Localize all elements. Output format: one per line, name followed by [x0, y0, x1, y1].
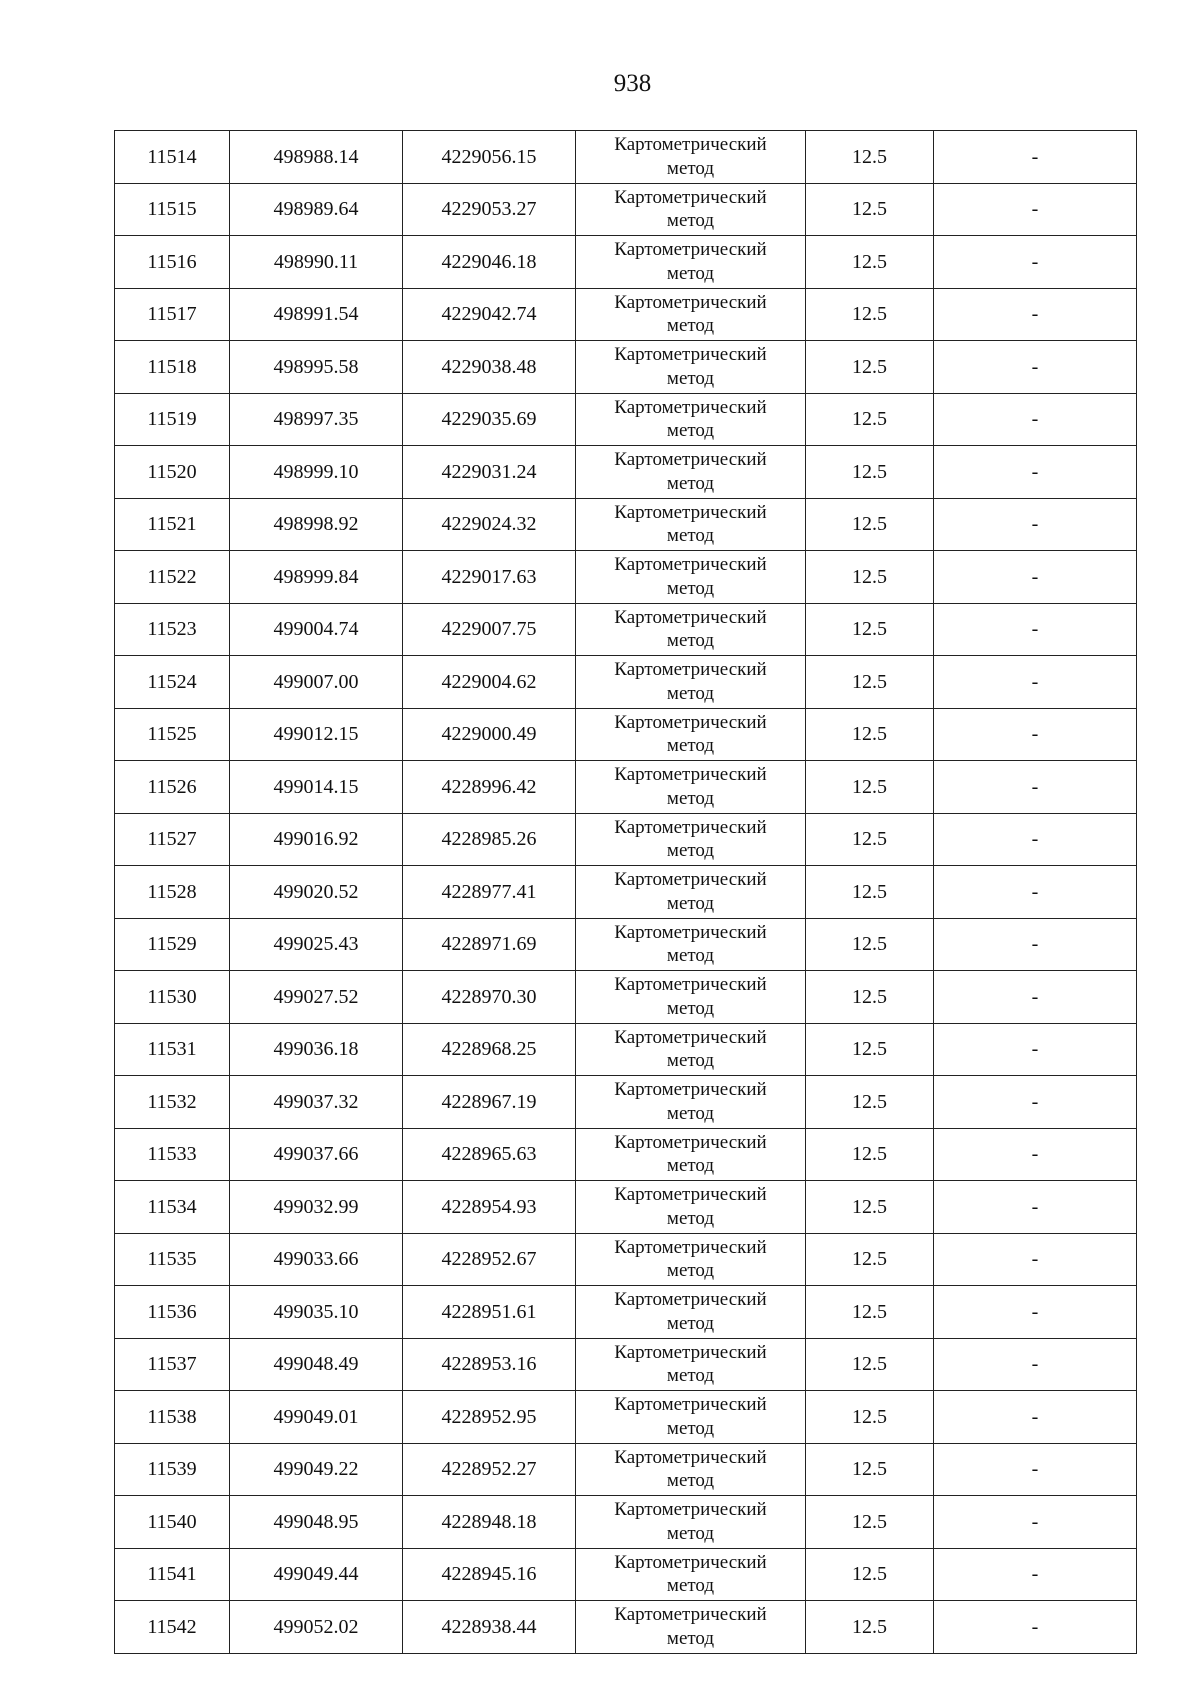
point-number-cell: 11530: [115, 971, 230, 1024]
accuracy-cell: 12.5: [806, 656, 934, 709]
method-cell: [576, 288, 806, 341]
accuracy-cell: 12.5: [806, 551, 934, 604]
y-coordinate-cell: 4229004.62: [403, 656, 576, 709]
method-line-1: Картометрический: [614, 554, 767, 575]
note-cell: -: [934, 236, 1137, 289]
accuracy-cell: 12.5: [806, 341, 934, 394]
note-cell: -: [934, 183, 1137, 236]
x-coordinate-cell: 499035.10: [230, 1286, 403, 1339]
method-line-1: Картометрический: [614, 1604, 767, 1625]
point-number-cell: 11537: [115, 1338, 230, 1391]
accuracy-cell: 12.5: [806, 1338, 934, 1391]
method-line-1: Картометрический: [614, 1184, 767, 1205]
table-row: [115, 603, 1137, 656]
point-number-cell: 11531: [115, 1023, 230, 1076]
method-cell: [576, 918, 806, 971]
y-coordinate-cell: 4228970.30: [403, 971, 576, 1024]
table-row: [115, 1181, 1137, 1234]
accuracy-cell: 12.5: [806, 1496, 934, 1549]
table-row: [115, 288, 1137, 341]
note-cell: -: [934, 971, 1137, 1024]
note-cell: -: [934, 708, 1137, 761]
method-line-2: метод: [666, 367, 715, 389]
x-coordinate-cell: 499025.43: [230, 918, 403, 971]
y-coordinate-cell: 4228938.44: [403, 1601, 576, 1654]
table-row: [115, 1076, 1137, 1129]
x-coordinate-cell: 498998.92: [230, 498, 403, 551]
accuracy-cell: 12.5: [806, 288, 934, 341]
y-coordinate-cell: 4229031.24: [403, 446, 576, 499]
method-cell: [576, 446, 806, 499]
method-cell: [576, 1338, 806, 1391]
y-coordinate-cell: 4229000.49: [403, 708, 576, 761]
accuracy-cell: 12.5: [806, 1023, 934, 1076]
note-cell: -: [934, 1548, 1137, 1601]
method-line-2: метод: [666, 1312, 715, 1334]
accuracy-cell: 12.5: [806, 708, 934, 761]
method-line-1: Картометрический: [614, 501, 767, 523]
table-row: [115, 498, 1137, 551]
table-row: [115, 1601, 1137, 1654]
note-cell: -: [934, 1286, 1137, 1339]
method-line-1: Картометрический: [614, 239, 767, 260]
x-coordinate-cell: 498997.35: [230, 393, 403, 446]
accuracy-cell: 12.5: [806, 1601, 934, 1654]
accuracy-cell: 12.5: [806, 866, 934, 919]
point-number-cell: 11528: [115, 866, 230, 919]
method-cell: [576, 236, 806, 289]
accuracy-cell: 12.5: [806, 761, 934, 814]
point-number-cell: 11525: [115, 708, 230, 761]
note-cell: -: [934, 341, 1137, 394]
method-line-2: метод: [666, 735, 715, 757]
x-coordinate-cell: 499032.99: [230, 1181, 403, 1234]
method-cell: [576, 393, 806, 446]
y-coordinate-cell: 4229007.75: [403, 603, 576, 656]
point-number-cell: 11517: [115, 288, 230, 341]
method-line-1: Картометрический: [614, 921, 767, 943]
y-coordinate-cell: 4228952.67: [403, 1233, 576, 1286]
y-coordinate-cell: 4228953.16: [403, 1338, 576, 1391]
method-line-2: метод: [666, 1155, 715, 1177]
method-line-2: метод: [666, 157, 715, 179]
method-line-2: метод: [666, 1102, 715, 1124]
y-coordinate-cell: 4229017.63: [403, 551, 576, 604]
x-coordinate-cell: 499037.32: [230, 1076, 403, 1129]
accuracy-cell: 12.5: [806, 183, 934, 236]
method-line-1: Картометрический: [614, 659, 767, 680]
x-coordinate-cell: 499007.00: [230, 656, 403, 709]
table-row: [115, 1023, 1137, 1076]
method-cell: [576, 603, 806, 656]
table-row: [115, 1128, 1137, 1181]
accuracy-cell: 12.5: [806, 1548, 934, 1601]
table-row: [115, 183, 1137, 236]
accuracy-cell: 12.5: [806, 446, 934, 499]
note-cell: -: [934, 1601, 1137, 1654]
y-coordinate-cell: 4228977.41: [403, 866, 576, 919]
y-coordinate-cell: 4229053.27: [403, 183, 576, 236]
point-number-cell: 11519: [115, 393, 230, 446]
x-coordinate-cell: 498995.58: [230, 341, 403, 394]
table-row: [115, 761, 1137, 814]
note-cell: -: [934, 131, 1137, 184]
y-coordinate-cell: 4228971.69: [403, 918, 576, 971]
table-row: [115, 1496, 1137, 1549]
method-cell: [576, 131, 806, 184]
method-line-2: метод: [666, 1417, 715, 1439]
method-cell: [576, 1391, 806, 1444]
method-line-2: метод: [666, 1522, 715, 1544]
y-coordinate-cell: 4228985.26: [403, 813, 576, 866]
point-number-cell: 11524: [115, 656, 230, 709]
note-cell: -: [934, 1233, 1137, 1286]
y-coordinate-cell: 4228954.93: [403, 1181, 576, 1234]
note-cell: -: [934, 1496, 1137, 1549]
point-number-cell: 11539: [115, 1443, 230, 1496]
note-cell: -: [934, 603, 1137, 656]
x-coordinate-cell: 499048.95: [230, 1496, 403, 1549]
x-coordinate-cell: 499048.49: [230, 1338, 403, 1391]
y-coordinate-cell: 4228952.27: [403, 1443, 576, 1496]
method-line-2: метод: [666, 892, 715, 914]
method-line-1: Картометрический: [614, 1499, 767, 1520]
method-line-1: Картометрический: [614, 1131, 767, 1153]
table-row: [115, 551, 1137, 604]
point-number-cell: 11523: [115, 603, 230, 656]
table-row: [115, 971, 1137, 1024]
note-cell: -: [934, 918, 1137, 971]
method-line-1: Картометрический: [614, 606, 767, 628]
table-row: [115, 1443, 1137, 1496]
x-coordinate-cell: 499012.15: [230, 708, 403, 761]
method-cell: [576, 1601, 806, 1654]
note-cell: -: [934, 288, 1137, 341]
table-row: [115, 446, 1137, 499]
table-row: [115, 866, 1137, 919]
note-cell: -: [934, 761, 1137, 814]
method-line-2: метод: [666, 630, 715, 652]
method-line-2: метод: [666, 577, 715, 599]
accuracy-cell: 12.5: [806, 918, 934, 971]
table-row: [115, 1391, 1137, 1444]
point-number-cell: 11533: [115, 1128, 230, 1181]
method-line-1: Картометрический: [614, 1551, 767, 1573]
accuracy-cell: 12.5: [806, 1443, 934, 1496]
x-coordinate-cell: 499037.66: [230, 1128, 403, 1181]
method-cell: [576, 1286, 806, 1339]
note-cell: -: [934, 393, 1137, 446]
accuracy-cell: 12.5: [806, 603, 934, 656]
y-coordinate-cell: 4229024.32: [403, 498, 576, 551]
note-cell: -: [934, 1023, 1137, 1076]
method-cell: [576, 551, 806, 604]
point-number-cell: 11534: [115, 1181, 230, 1234]
method-cell: [576, 1023, 806, 1076]
point-number-cell: 11521: [115, 498, 230, 551]
accuracy-cell: 12.5: [806, 1076, 934, 1129]
note-cell: -: [934, 1128, 1137, 1181]
point-number-cell: 11541: [115, 1548, 230, 1601]
x-coordinate-cell: 499027.52: [230, 971, 403, 1024]
method-cell: [576, 1548, 806, 1601]
method-line-1: Картометрический: [614, 1236, 767, 1258]
x-coordinate-cell: 498991.54: [230, 288, 403, 341]
method-line-1: Картометрический: [614, 344, 767, 365]
x-coordinate-cell: 499033.66: [230, 1233, 403, 1286]
point-number-cell: 11540: [115, 1496, 230, 1549]
point-number-cell: 11542: [115, 1601, 230, 1654]
point-number-cell: 11532: [115, 1076, 230, 1129]
method-line-2: метод: [666, 420, 715, 442]
y-coordinate-cell: 4228948.18: [403, 1496, 576, 1549]
method-line-2: метод: [666, 682, 715, 704]
method-line-2: метод: [666, 787, 715, 809]
x-coordinate-cell: 499020.52: [230, 866, 403, 919]
point-number-cell: 11514: [115, 131, 230, 184]
x-coordinate-cell: 498999.84: [230, 551, 403, 604]
x-coordinate-cell: 499052.02: [230, 1601, 403, 1654]
y-coordinate-cell: 4229038.48: [403, 341, 576, 394]
point-number-cell: 11527: [115, 813, 230, 866]
method-line-1: Картометрический: [614, 764, 767, 785]
method-line-2: метод: [666, 525, 715, 547]
method-cell: [576, 971, 806, 1024]
y-coordinate-cell: 4229056.15: [403, 131, 576, 184]
page-number: 938: [613, 70, 652, 97]
method-line-1: Картометрический: [614, 1394, 767, 1415]
point-number-cell: 11536: [115, 1286, 230, 1339]
method-line-2: метод: [666, 472, 715, 494]
method-line-1: Картометрический: [614, 449, 767, 470]
note-cell: -: [934, 446, 1137, 499]
method-line-2: метод: [666, 1260, 715, 1282]
y-coordinate-cell: 4228996.42: [403, 761, 576, 814]
point-number-cell: 11516: [115, 236, 230, 289]
method-cell: [576, 708, 806, 761]
point-number-cell: 11520: [115, 446, 230, 499]
accuracy-cell: 12.5: [806, 813, 934, 866]
x-coordinate-cell: 498988.14: [230, 131, 403, 184]
accuracy-cell: 12.5: [806, 131, 934, 184]
method-cell: [576, 341, 806, 394]
method-line-2: метод: [666, 997, 715, 1019]
table-row: [115, 131, 1137, 184]
accuracy-cell: 12.5: [806, 1233, 934, 1286]
method-cell: [576, 813, 806, 866]
method-cell: [576, 656, 806, 709]
method-line-2: метод: [666, 945, 715, 967]
method-line-1: Картометрический: [614, 1079, 767, 1100]
x-coordinate-cell: 499049.22: [230, 1443, 403, 1496]
method-line-1: Картометрический: [614, 1446, 767, 1468]
x-coordinate-cell: 498999.10: [230, 446, 403, 499]
method-cell: [576, 1496, 806, 1549]
method-cell: [576, 183, 806, 236]
table-row: [115, 813, 1137, 866]
method-cell: [576, 866, 806, 919]
method-line-1: Картометрический: [614, 711, 767, 733]
x-coordinate-cell: 499036.18: [230, 1023, 403, 1076]
x-coordinate-cell: 499049.44: [230, 1548, 403, 1601]
note-cell: -: [934, 1076, 1137, 1129]
method-line-1: Картометрический: [614, 396, 767, 418]
method-line-1: Картометрический: [614, 291, 767, 313]
method-line-2: метод: [666, 1207, 715, 1229]
point-number-cell: 11515: [115, 183, 230, 236]
coordinates-table-body: [115, 131, 1137, 1654]
method-cell: [576, 1233, 806, 1286]
note-cell: -: [934, 551, 1137, 604]
table-row: [115, 1548, 1137, 1601]
note-cell: -: [934, 1391, 1137, 1444]
note-cell: -: [934, 1443, 1137, 1496]
x-coordinate-cell: 498989.64: [230, 183, 403, 236]
method-line-2: метод: [666, 1365, 715, 1387]
method-line-1: Картометрический: [614, 869, 767, 890]
method-line-1: Картометрический: [614, 186, 767, 208]
method-line-1: Картометрический: [614, 816, 767, 838]
method-line-2: метод: [666, 1470, 715, 1492]
y-coordinate-cell: 4228967.19: [403, 1076, 576, 1129]
y-coordinate-cell: 4228965.63: [403, 1128, 576, 1181]
accuracy-cell: 12.5: [806, 1128, 934, 1181]
note-cell: -: [934, 1181, 1137, 1234]
method-cell: [576, 1443, 806, 1496]
point-number-cell: 11518: [115, 341, 230, 394]
y-coordinate-cell: 4229042.74: [403, 288, 576, 341]
y-coordinate-cell: 4228951.61: [403, 1286, 576, 1339]
table-row: [115, 656, 1137, 709]
method-line-2: метод: [666, 262, 715, 284]
point-number-cell: 11522: [115, 551, 230, 604]
method-line-1: Картометрический: [614, 1026, 767, 1048]
method-cell: [576, 1076, 806, 1129]
note-cell: -: [934, 498, 1137, 551]
table-row: [115, 918, 1137, 971]
table-row: [115, 236, 1137, 289]
method-cell: [576, 1181, 806, 1234]
method-line-2: метод: [666, 1627, 715, 1649]
accuracy-cell: 12.5: [806, 1286, 934, 1339]
coordinates-table: [114, 130, 1137, 1654]
point-number-cell: 11535: [115, 1233, 230, 1286]
method-line-2: метод: [666, 1050, 715, 1072]
accuracy-cell: 12.5: [806, 1181, 934, 1234]
x-coordinate-cell: 499049.01: [230, 1391, 403, 1444]
point-number-cell: 11526: [115, 761, 230, 814]
method-cell: [576, 1128, 806, 1181]
point-number-cell: 11529: [115, 918, 230, 971]
note-cell: -: [934, 866, 1137, 919]
accuracy-cell: 12.5: [806, 236, 934, 289]
method-line-1: Картометрический: [614, 974, 767, 995]
note-cell: -: [934, 656, 1137, 709]
table-row: [115, 393, 1137, 446]
y-coordinate-cell: 4228968.25: [403, 1023, 576, 1076]
y-coordinate-cell: 4229035.69: [403, 393, 576, 446]
method-line-2: метод: [666, 315, 715, 337]
y-coordinate-cell: 4228952.95: [403, 1391, 576, 1444]
table-row: [115, 1338, 1137, 1391]
x-coordinate-cell: 499004.74: [230, 603, 403, 656]
method-line-1: Картометрический: [614, 1289, 767, 1310]
method-line-2: метод: [666, 1575, 715, 1597]
accuracy-cell: 12.5: [806, 498, 934, 551]
method-cell: [576, 761, 806, 814]
note-cell: -: [934, 813, 1137, 866]
table-row: [115, 1286, 1137, 1339]
table-row: [115, 708, 1137, 761]
method-line-1: Картометрический: [614, 134, 767, 155]
x-coordinate-cell: 499014.15: [230, 761, 403, 814]
method-cell: [576, 498, 806, 551]
note-cell: -: [934, 1338, 1137, 1391]
accuracy-cell: 12.5: [806, 393, 934, 446]
table-row: [115, 341, 1137, 394]
x-coordinate-cell: 498990.11: [230, 236, 403, 289]
point-number-cell: 11538: [115, 1391, 230, 1444]
method-line-1: Картометрический: [614, 1341, 767, 1363]
method-line-2: метод: [666, 210, 715, 232]
table-row: [115, 1233, 1137, 1286]
y-coordinate-cell: 4228945.16: [403, 1548, 576, 1601]
accuracy-cell: 12.5: [806, 1391, 934, 1444]
y-coordinate-cell: 4229046.18: [403, 236, 576, 289]
x-coordinate-cell: 499016.92: [230, 813, 403, 866]
method-line-2: метод: [666, 840, 715, 862]
accuracy-cell: 12.5: [806, 971, 934, 1024]
